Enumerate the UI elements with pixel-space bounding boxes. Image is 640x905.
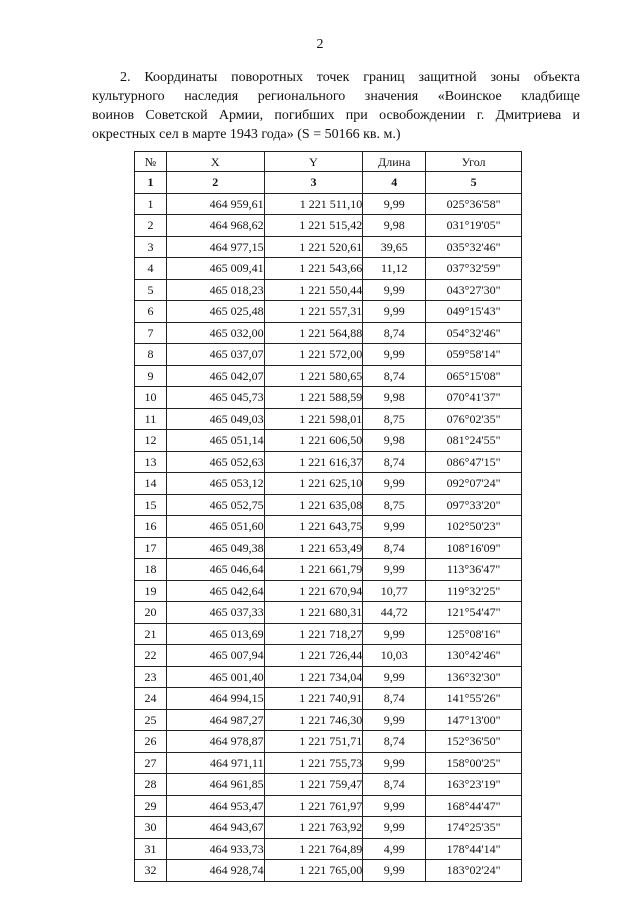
header-y: Y — [264, 152, 363, 172]
y-coordinate: 1 221 557,31 — [264, 301, 363, 323]
segment-length: 9,99 — [363, 301, 426, 323]
x-coordinate: 464 928,74 — [166, 860, 264, 882]
y-coordinate: 1 221 734,04 — [264, 666, 363, 688]
y-coordinate: 1 221 761,97 — [264, 795, 363, 817]
point-number: 19 — [135, 580, 167, 602]
direction-angle: 031°19'05" — [426, 215, 522, 237]
y-coordinate: 1 221 543,66 — [264, 258, 363, 280]
table-row — [135, 408, 522, 430]
point-number: 8 — [135, 344, 167, 366]
table-row — [135, 279, 522, 301]
direction-angle: 070°41'37" — [426, 387, 522, 409]
x-coordinate: 465 037,33 — [166, 602, 264, 624]
table-row — [135, 645, 522, 667]
table-row — [135, 365, 522, 387]
x-coordinate: 465 007,94 — [166, 645, 264, 667]
header-number: № — [135, 152, 167, 172]
direction-angle: 130°42'46" — [426, 645, 522, 667]
table-body — [135, 193, 522, 881]
x-coordinate: 465 032,00 — [166, 322, 264, 344]
point-number: 26 — [135, 731, 167, 753]
point-number: 1 — [135, 193, 167, 215]
segment-length: 8,75 — [363, 408, 426, 430]
x-coordinate: 464 943,67 — [166, 817, 264, 839]
point-number: 10 — [135, 387, 167, 409]
x-coordinate: 465 049,03 — [166, 408, 264, 430]
direction-angle: 125°08'16" — [426, 623, 522, 645]
segment-length: 8,74 — [363, 774, 426, 796]
segment-length: 10,77 — [363, 580, 426, 602]
point-number: 12 — [135, 430, 167, 452]
table-row — [135, 451, 522, 473]
y-coordinate: 1 221 759,47 — [264, 774, 363, 796]
table-row — [135, 602, 522, 624]
segment-length: 9,99 — [363, 193, 426, 215]
x-coordinate: 465 025,48 — [166, 301, 264, 323]
direction-angle: 158°00'25" — [426, 752, 522, 774]
direction-angle: 136°32'30" — [426, 666, 522, 688]
y-coordinate: 1 221 718,27 — [264, 623, 363, 645]
table-row — [135, 344, 522, 366]
segment-length: 8,75 — [363, 494, 426, 516]
table-row — [135, 731, 522, 753]
column-number: 3 — [264, 172, 363, 194]
y-coordinate: 1 221 670,94 — [264, 580, 363, 602]
y-coordinate: 1 221 635,08 — [264, 494, 363, 516]
direction-angle: 113°36'47" — [426, 559, 522, 581]
direction-angle: 049°15'43" — [426, 301, 522, 323]
table-row — [135, 387, 522, 409]
direction-angle: 076°02'35" — [426, 408, 522, 430]
direction-angle: 168°44'47" — [426, 795, 522, 817]
direction-angle: 043°27'30" — [426, 279, 522, 301]
x-coordinate: 465 053,12 — [166, 473, 264, 495]
direction-angle: 035°32'46" — [426, 236, 522, 258]
segment-length: 9,99 — [363, 860, 426, 882]
segment-length: 9,99 — [363, 709, 426, 731]
point-number: 5 — [135, 279, 167, 301]
x-coordinate: 465 049,38 — [166, 537, 264, 559]
segment-length: 9,98 — [363, 430, 426, 452]
direction-angle: 025°36'58" — [426, 193, 522, 215]
point-number: 21 — [135, 623, 167, 645]
table-row — [135, 193, 522, 215]
y-coordinate: 1 221 765,00 — [264, 860, 363, 882]
y-coordinate: 1 221 564,88 — [264, 322, 363, 344]
y-coordinate: 1 221 751,71 — [264, 731, 363, 753]
segment-length: 9,99 — [363, 666, 426, 688]
direction-angle: 097°33'20" — [426, 494, 522, 516]
x-coordinate: 464 933,73 — [166, 838, 264, 860]
y-coordinate: 1 221 763,92 — [264, 817, 363, 839]
segment-length: 9,98 — [363, 387, 426, 409]
y-coordinate: 1 221 520,61 — [264, 236, 363, 258]
point-number: 25 — [135, 709, 167, 731]
point-number: 14 — [135, 473, 167, 495]
segment-length: 11,12 — [363, 258, 426, 280]
header-x: X — [166, 152, 264, 172]
direction-angle: 178°44'14" — [426, 838, 522, 860]
x-coordinate: 465 018,23 — [166, 279, 264, 301]
table-header-row — [135, 152, 522, 172]
point-number: 6 — [135, 301, 167, 323]
table-row — [135, 301, 522, 323]
table-row — [135, 860, 522, 882]
page-number: 2 — [316, 37, 324, 52]
point-number: 31 — [135, 838, 167, 860]
x-coordinate: 464 968,62 — [166, 215, 264, 237]
column-number: 4 — [363, 172, 426, 194]
x-coordinate: 464 961,85 — [166, 774, 264, 796]
x-coordinate: 464 971,11 — [166, 752, 264, 774]
y-coordinate: 1 221 746,30 — [264, 709, 363, 731]
point-number: 30 — [135, 817, 167, 839]
y-coordinate: 1 221 740,91 — [264, 688, 363, 710]
table-row — [135, 580, 522, 602]
x-coordinate: 465 042,07 — [166, 365, 264, 387]
y-coordinate: 1 221 572,00 — [264, 344, 363, 366]
y-coordinate: 1 221 680,31 — [264, 602, 363, 624]
table-row — [135, 473, 522, 495]
table-row — [135, 666, 522, 688]
table-row — [135, 516, 522, 538]
segment-length: 39,65 — [363, 236, 426, 258]
table-row — [135, 774, 522, 796]
table-row — [135, 559, 522, 581]
segment-length: 9,99 — [363, 516, 426, 538]
point-number: 9 — [135, 365, 167, 387]
heading-line: 2. Координаты поворотных точек границ защитной зоны объекта — [120, 70, 580, 85]
x-coordinate: 465 052,63 — [166, 451, 264, 473]
point-number: 2 — [135, 215, 167, 237]
point-number: 27 — [135, 752, 167, 774]
x-coordinate: 465 051,60 — [166, 516, 264, 538]
y-coordinate: 1 221 616,37 — [264, 451, 363, 473]
x-coordinate: 465 013,69 — [166, 623, 264, 645]
table-row — [135, 795, 522, 817]
x-coordinate: 464 978,87 — [166, 731, 264, 753]
y-coordinate: 1 221 511,10 — [264, 193, 363, 215]
point-number: 4 — [135, 258, 167, 280]
column-number: 2 — [166, 172, 264, 194]
y-coordinate: 1 221 755,73 — [264, 752, 363, 774]
point-number: 7 — [135, 322, 167, 344]
y-coordinate: 1 221 515,42 — [264, 215, 363, 237]
segment-length: 9,99 — [363, 817, 426, 839]
table-row — [135, 322, 522, 344]
segment-length: 9,98 — [363, 215, 426, 237]
point-number: 16 — [135, 516, 167, 538]
point-number: 24 — [135, 688, 167, 710]
direction-angle: 163°23'19" — [426, 774, 522, 796]
segment-length: 9,99 — [363, 795, 426, 817]
segment-length: 9,99 — [363, 344, 426, 366]
segment-length: 8,74 — [363, 537, 426, 559]
direction-angle: 108°16'09" — [426, 537, 522, 559]
table-row — [135, 688, 522, 710]
x-coordinate: 465 037,07 — [166, 344, 264, 366]
table-row — [135, 838, 522, 860]
direction-angle: 121°54'47" — [426, 602, 522, 624]
table-row — [135, 236, 522, 258]
x-coordinate: 464 959,61 — [166, 193, 264, 215]
x-coordinate: 464 987,27 — [166, 709, 264, 731]
y-coordinate: 1 221 726,44 — [264, 645, 363, 667]
point-number: 13 — [135, 451, 167, 473]
direction-angle: 152°36'50" — [426, 731, 522, 753]
direction-angle: 183°02'24" — [426, 860, 522, 882]
x-coordinate: 464 977,15 — [166, 236, 264, 258]
segment-length: 44,72 — [363, 602, 426, 624]
table-row — [135, 215, 522, 237]
segment-length: 8,74 — [363, 731, 426, 753]
table-row — [135, 709, 522, 731]
direction-angle: 086°47'15" — [426, 451, 522, 473]
point-number: 22 — [135, 645, 167, 667]
direction-angle: 081°24'55" — [426, 430, 522, 452]
segment-length: 4,99 — [363, 838, 426, 860]
heading-line: воинов Советской Армии, погибших при освобождении г. Дмитриева и — [92, 108, 580, 123]
column-numbers-row — [135, 172, 522, 194]
y-coordinate: 1 221 598,01 — [264, 408, 363, 430]
point-number: 15 — [135, 494, 167, 516]
table-row — [135, 537, 522, 559]
point-number: 3 — [135, 236, 167, 258]
point-number: 17 — [135, 537, 167, 559]
y-coordinate: 1 221 643,75 — [264, 516, 363, 538]
table-row — [135, 430, 522, 452]
header-angle: Угол — [426, 152, 522, 172]
point-number: 20 — [135, 602, 167, 624]
table-row — [135, 494, 522, 516]
x-coordinate: 465 009,41 — [166, 258, 264, 280]
direction-angle: 092°07'24" — [426, 473, 522, 495]
direction-angle: 102°50'23" — [426, 516, 522, 538]
point-number: 18 — [135, 559, 167, 581]
segment-length: 8,74 — [363, 451, 426, 473]
y-coordinate: 1 221 653,49 — [264, 537, 363, 559]
x-coordinate: 464 953,47 — [166, 795, 264, 817]
segment-length: 9,99 — [363, 623, 426, 645]
segment-length: 9,99 — [363, 752, 426, 774]
segment-length: 10,03 — [363, 645, 426, 667]
direction-angle: 037°32'59" — [426, 258, 522, 280]
column-number: 1 — [135, 172, 167, 194]
column-number: 5 — [426, 172, 522, 194]
y-coordinate: 1 221 606,50 — [264, 430, 363, 452]
x-coordinate: 465 046,64 — [166, 559, 264, 581]
point-number: 29 — [135, 795, 167, 817]
segment-length: 9,99 — [363, 473, 426, 495]
y-coordinate: 1 221 661,79 — [264, 559, 363, 581]
coordinates-table — [134, 151, 522, 882]
direction-angle: 141°55'26" — [426, 688, 522, 710]
x-coordinate: 465 001,40 — [166, 666, 264, 688]
table-row — [135, 623, 522, 645]
direction-angle: 065°15'08" — [426, 365, 522, 387]
section-heading — [92, 68, 580, 144]
direction-angle: 059°58'14" — [426, 344, 522, 366]
table-row — [135, 752, 522, 774]
direction-angle: 174°25'35" — [426, 817, 522, 839]
x-coordinate: 465 051,14 — [166, 430, 264, 452]
table-row — [135, 817, 522, 839]
y-coordinate: 1 221 580,65 — [264, 365, 363, 387]
x-coordinate: 464 994,15 — [166, 688, 264, 710]
point-number: 11 — [135, 408, 167, 430]
x-coordinate: 465 042,64 — [166, 580, 264, 602]
segment-length: 8,74 — [363, 688, 426, 710]
segment-length: 8,74 — [363, 365, 426, 387]
direction-angle: 147°13'00" — [426, 709, 522, 731]
y-coordinate: 1 221 625,10 — [264, 473, 363, 495]
segment-length: 8,74 — [363, 322, 426, 344]
table-row — [135, 258, 522, 280]
y-coordinate: 1 221 550,44 — [264, 279, 363, 301]
point-number: 32 — [135, 860, 167, 882]
header-length: Длина — [363, 152, 426, 172]
direction-angle: 119°32'25" — [426, 580, 522, 602]
segment-length: 9,99 — [363, 279, 426, 301]
x-coordinate: 465 045,73 — [166, 387, 264, 409]
heading-line: окрестных сел в марте 1943 года» (S = 50166 кв. м.) — [92, 127, 401, 142]
segment-length: 9,99 — [363, 559, 426, 581]
point-number: 23 — [135, 666, 167, 688]
direction-angle: 054°32'46" — [426, 322, 522, 344]
y-coordinate: 1 221 588,59 — [264, 387, 363, 409]
heading-line: культурного наследия регионального значения «Воинское кладбище — [92, 89, 580, 104]
y-coordinate: 1 221 764,89 — [264, 838, 363, 860]
x-coordinate: 465 052,75 — [166, 494, 264, 516]
point-number: 28 — [135, 774, 167, 796]
